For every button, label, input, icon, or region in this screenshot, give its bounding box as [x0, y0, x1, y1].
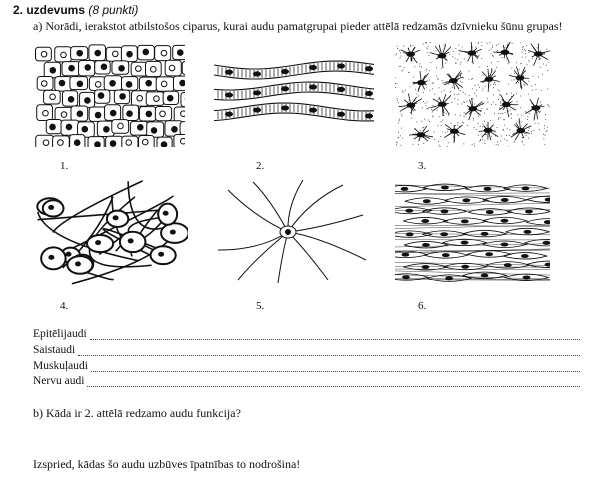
figure-6-smooth-muscle: [395, 180, 550, 285]
figure-4-connective-tissue: [33, 180, 188, 285]
task-number: 2. uzdevums: [13, 3, 86, 17]
question-b: b) Kāda ir 2. attēlā redzamo audu funkcija?: [33, 406, 241, 420]
answer-line-connective[interactable]: [33, 344, 580, 356]
dotted-line: [87, 377, 580, 387]
answer-line-epithelial[interactable]: [33, 328, 580, 340]
dotted-line: [78, 346, 580, 356]
task-title: [13, 3, 138, 17]
answer-line-nervous[interactable]: [33, 375, 580, 387]
figure-3-star-cells: [395, 42, 550, 147]
task-points: (8 punkti): [88, 3, 139, 17]
answer-label: Muskuļaudi: [33, 360, 88, 372]
answer-label: Nervu audi: [33, 375, 85, 387]
figure-2-muscle-fibers: [214, 55, 374, 125]
figure-number-3: 3.: [418, 160, 427, 172]
figure-number-5: 5.: [256, 300, 265, 312]
answer-line-muscle[interactable]: [33, 360, 580, 372]
figure-number-1: 1.: [60, 160, 69, 172]
dotted-line: [90, 330, 580, 340]
answer-label: Epitēlijaudi: [33, 328, 87, 340]
answer-label: Saistaudi: [33, 344, 76, 356]
figure-number-2: 2.: [256, 160, 265, 172]
figure-5-neuron: [218, 180, 368, 285]
figure-1-epithelial-cells: [33, 42, 185, 147]
question-c: Izspried, kādas šo audu uzbūves īpatnības to nodrošina!: [33, 457, 301, 471]
figure-number-6: 6.: [418, 300, 427, 312]
dotted-line: [91, 362, 580, 372]
question-a: a) Norādi, ierakstot atbilstošos ciparus, kurai audu pamatgrupai pieder attēlā redzamās dzīvnieku šūnu grupas!: [33, 19, 563, 33]
figure-number-4: 4.: [60, 300, 69, 312]
